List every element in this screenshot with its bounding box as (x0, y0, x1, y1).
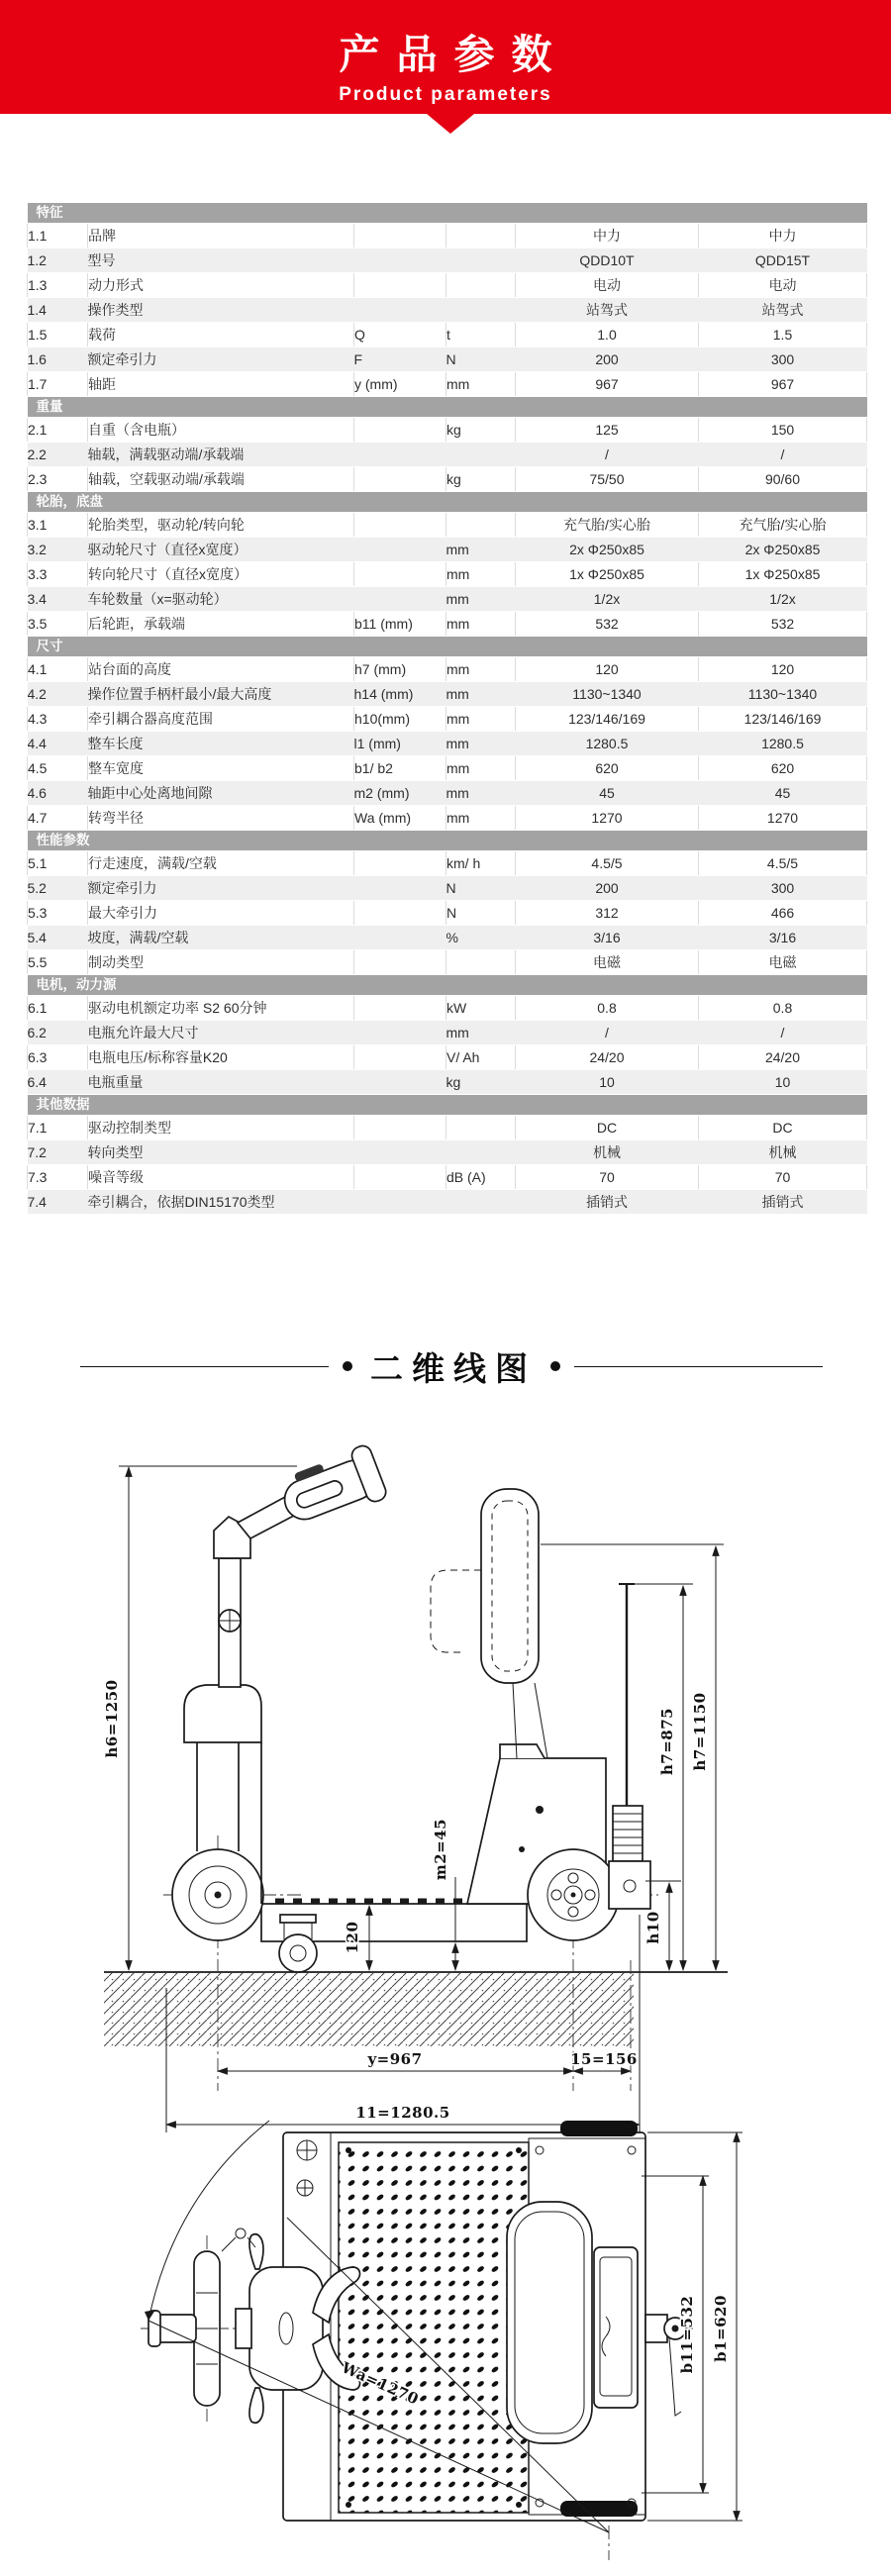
table-cell: 120 (699, 657, 867, 682)
table-row (28, 224, 867, 248)
table-row (28, 926, 867, 950)
table-cell: F (354, 347, 446, 372)
dim-label-y967: y=967 (367, 2050, 423, 2068)
table-cell: 动力形式 (88, 273, 354, 298)
table-cell (354, 418, 446, 443)
table-cell: 制动类型 (88, 950, 354, 975)
table-cell: b1/ b2 (354, 756, 446, 781)
table-cell (354, 901, 446, 926)
table-row (28, 876, 867, 901)
dim-label-h6: h6=1250 (103, 1679, 121, 1758)
dim-label-h10: h10 (644, 1911, 662, 1944)
table-cell: 75/50 (516, 467, 699, 492)
table-cell (354, 513, 446, 538)
table-cell (354, 1165, 446, 1190)
table-row (28, 587, 867, 612)
table-cell: 转向类型 (88, 1140, 354, 1165)
table-row (28, 562, 867, 587)
table-row (28, 707, 867, 732)
table-cell: 电瓶电压/标称容量K20 (88, 1045, 354, 1070)
table-cell: 轴载，空载驱动端/承载端 (88, 467, 354, 492)
table-cell: 45 (516, 781, 699, 806)
table-cell (446, 950, 516, 975)
table-section-header: 尺寸 (28, 637, 867, 657)
table-row (28, 682, 867, 707)
table-row (28, 443, 867, 467)
perforated-deck (339, 2142, 529, 2513)
table-cell: N (446, 901, 516, 926)
table-cell: 操作位置手柄杆最小/最大高度 (88, 682, 354, 707)
table-cell: QDD15T (699, 248, 867, 273)
table-cell: 1x Φ250x85 (516, 562, 699, 587)
table-cell (354, 273, 446, 298)
table-cell: 312 (516, 901, 699, 926)
table-cell: 5.3 (28, 901, 88, 926)
table-cell: 4.5/5 (516, 851, 699, 876)
table-cell: 轴距 (88, 372, 354, 397)
table-cell: 620 (516, 756, 699, 781)
table-cell: 自重（含电瓶） (88, 418, 354, 443)
table-row (28, 467, 867, 492)
table-cell (354, 851, 446, 876)
table-row (28, 298, 867, 323)
dim-label-b11: b11=532 (678, 2295, 696, 2374)
table-cell (354, 996, 446, 1021)
table-cell (354, 1190, 446, 1215)
table-cell (354, 587, 446, 612)
table-cell (354, 298, 446, 323)
table-row (28, 657, 867, 682)
table-cell: mm (446, 1021, 516, 1045)
table-row (28, 806, 867, 831)
table-cell (446, 443, 516, 467)
table-row (28, 1140, 867, 1165)
table-cell (354, 876, 446, 901)
heading-rule-right (574, 1366, 823, 1367)
table-cell (446, 273, 516, 298)
dim-label-b1: b1=620 (712, 2295, 730, 2362)
table-cell: mm (446, 372, 516, 397)
table-cell: 123/146/169 (699, 707, 867, 732)
table-cell: mm (446, 612, 516, 637)
table-cell: 1.3 (28, 273, 88, 298)
table-cell: 车轮数量（x=驱动轮） (88, 587, 354, 612)
table-cell: 操作类型 (88, 298, 354, 323)
table-cell (354, 224, 446, 248)
table-cell: 1270 (516, 806, 699, 831)
table-cell: 3.2 (28, 538, 88, 562)
table-cell: 0.8 (699, 996, 867, 1021)
table-cell: mm (446, 538, 516, 562)
table-cell: mm (446, 756, 516, 781)
table-cell: 3.4 (28, 587, 88, 612)
load-wheel (528, 1849, 619, 1940)
table-cell: 967 (516, 372, 699, 397)
table-cell: dB (A) (446, 1165, 516, 1190)
table-cell: mm (446, 806, 516, 831)
table-cell: 24/20 (516, 1045, 699, 1070)
table-cell: 额定牵引力 (88, 347, 354, 372)
table-cell: 123/146/169 (516, 707, 699, 732)
ground (104, 1972, 728, 2046)
table-cell: V/ Ah (446, 1045, 516, 1070)
table-cell (446, 224, 516, 248)
table-cell: 7.2 (28, 1140, 88, 1165)
line-drawing-title: 二维线图 (370, 1349, 537, 1387)
table-cell: 整车宽度 (88, 756, 354, 781)
table-cell: 1.4 (28, 298, 88, 323)
table-cell: 120 (516, 657, 699, 682)
page-title: 产品参数 (339, 32, 569, 77)
table-cell: 967 (699, 372, 867, 397)
table-cell: kW (446, 996, 516, 1021)
table-cell: 1.6 (28, 347, 88, 372)
tiller-mast (214, 1490, 309, 1687)
table-cell: 5.1 (28, 851, 88, 876)
table-cell: 1270 (699, 806, 867, 831)
table-section-header: 其他数据 (28, 1095, 867, 1116)
load-wheel-top (560, 2121, 638, 2136)
table-cell: 1130~1340 (516, 682, 699, 707)
table-cell: 1280.5 (516, 732, 699, 756)
table-cell (446, 513, 516, 538)
table-cell: 5.4 (28, 926, 88, 950)
table-row (28, 513, 867, 538)
table-cell (446, 298, 516, 323)
table-cell (354, 562, 446, 587)
table-cell (354, 467, 446, 492)
table-cell: 1.5 (699, 323, 867, 347)
table-cell (354, 926, 446, 950)
table-cell: 驱动电机额定功率 S2 60分钟 (88, 996, 354, 1021)
table-cell: 4.2 (28, 682, 88, 707)
table-cell: 10 (699, 1070, 867, 1095)
table-row (28, 1021, 867, 1045)
seat-top-view (507, 2202, 592, 2443)
table-cell: 532 (699, 612, 867, 637)
table-cell: 1130~1340 (699, 682, 867, 707)
table-section-header: 重量 (28, 397, 867, 418)
table-cell: 额定牵引力 (88, 876, 354, 901)
table-section-header: 性能参数 (28, 831, 867, 851)
banner-triangle-icon (427, 114, 474, 134)
table-cell: 3.3 (28, 562, 88, 587)
caster-wheel (279, 1915, 317, 1972)
table-cell: 300 (699, 347, 867, 372)
dim-label-l5: 15=156 (570, 2050, 638, 2068)
dim-label-h7-875: h7=875 (658, 1707, 676, 1776)
table-cell: 牵引耦合，依据DIN15170类型 (88, 1190, 354, 1215)
table-cell: 1.2 (28, 248, 88, 273)
table-cell: 45 (699, 781, 867, 806)
table-cell: 整车长度 (88, 732, 354, 756)
table-cell: 3.1 (28, 513, 88, 538)
table-row (28, 732, 867, 756)
table-cell: h10(mm) (354, 707, 446, 732)
table-cell: kg (446, 1070, 516, 1095)
table-cell: km/ h (446, 851, 516, 876)
backrest (431, 1489, 547, 1758)
table-section-header: 轮胎，底盘 (28, 492, 867, 513)
table-row (28, 347, 867, 372)
table-cell: 牵引耦合器高度范围 (88, 707, 354, 732)
page-banner (0, 0, 891, 114)
table-cell: 6.4 (28, 1070, 88, 1095)
table-row (28, 538, 867, 562)
table-cell: kg (446, 467, 516, 492)
table-cell: 6.1 (28, 996, 88, 1021)
table-cell: 1280.5 (699, 732, 867, 756)
table-cell: 4.5/5 (699, 851, 867, 876)
table-cell: / (516, 1021, 699, 1045)
table-cell (354, 538, 446, 562)
table-cell (354, 1045, 446, 1070)
table-cell: 620 (699, 756, 867, 781)
table-cell: h7 (mm) (354, 657, 446, 682)
table-row (28, 901, 867, 926)
table-cell: mm (446, 707, 516, 732)
table-cell: 7.1 (28, 1116, 88, 1140)
table-cell: / (699, 1021, 867, 1045)
table-cell: 2.1 (28, 418, 88, 443)
table-cell: b11 (mm) (354, 612, 446, 637)
table-cell: 站台面的高度 (88, 657, 354, 682)
table-cell: 24/20 (699, 1045, 867, 1070)
table-cell: 3/16 (516, 926, 699, 950)
table-cell: 中力 (516, 224, 699, 248)
table-cell (354, 950, 446, 975)
table-cell: 90/60 (699, 467, 867, 492)
table-cell: l1 (mm) (354, 732, 446, 756)
dim-label-h7-1150: h7=1150 (691, 1692, 709, 1771)
table-cell: 4.1 (28, 657, 88, 682)
table-cell: 1.0 (516, 323, 699, 347)
table-cell: mm (446, 732, 516, 756)
table-cell: 载荷 (88, 323, 354, 347)
table-cell: 6.3 (28, 1045, 88, 1070)
table-cell: 品牌 (88, 224, 354, 248)
table-cell: / (699, 443, 867, 467)
table-cell: mm (446, 781, 516, 806)
table-row (28, 372, 867, 397)
table-cell (354, 1070, 446, 1095)
table-row (28, 612, 867, 637)
table-cell: 轴距中心处离地间隙 (88, 781, 354, 806)
table-row (28, 1045, 867, 1070)
table-cell: 插销式 (699, 1190, 867, 1215)
top-view-drawing (0, 2119, 891, 2576)
table-cell: h14 (mm) (354, 682, 446, 707)
table-cell: 站驾式 (699, 298, 867, 323)
table-cell: 2.2 (28, 443, 88, 467)
table-cell: 6.2 (28, 1021, 88, 1045)
table-cell: kg (446, 418, 516, 443)
table-cell: 电动 (699, 273, 867, 298)
table-row (28, 756, 867, 781)
table-row (28, 781, 867, 806)
table-cell: DC (516, 1116, 699, 1140)
spec-table (27, 203, 867, 1215)
table-cell: 最大牵引力 (88, 901, 354, 926)
table-cell: 电瓶允许最大尺寸 (88, 1021, 354, 1045)
table-cell (354, 443, 446, 467)
table-cell (446, 1140, 516, 1165)
dim-label-wa: Wa=1270 (339, 2358, 422, 2409)
table-cell: 驱动控制类型 (88, 1116, 354, 1140)
table-cell: 后轮距，承载端 (88, 612, 354, 637)
table-cell: mm (446, 657, 516, 682)
table-cell: 轴载，满载驱动端/承载端 (88, 443, 354, 467)
table-cell: 125 (516, 418, 699, 443)
tow-coupling (609, 1584, 650, 1909)
table-cell: 4.4 (28, 732, 88, 756)
table-row (28, 1116, 867, 1140)
table-cell: 1.1 (28, 224, 88, 248)
table-row (28, 248, 867, 273)
table-cell: 532 (516, 612, 699, 637)
dim-label-120: 120 (344, 1921, 361, 1954)
table-cell: mm (446, 682, 516, 707)
table-row (28, 1165, 867, 1190)
table-cell: 300 (699, 876, 867, 901)
table-cell: t (446, 323, 516, 347)
table-cell: 200 (516, 347, 699, 372)
drive-unit-cover (184, 1685, 261, 1742)
table-cell: 1.7 (28, 372, 88, 397)
table-cell: 站驾式 (516, 298, 699, 323)
table-cell: 1/2x (516, 587, 699, 612)
table-cell: 2.3 (28, 467, 88, 492)
spec-table-body (28, 203, 867, 1215)
table-cell: 电磁 (516, 950, 699, 975)
table-cell: 466 (699, 901, 867, 926)
dim-label-m2: m2=45 (432, 1818, 449, 1881)
table-cell: 2x Φ250x85 (699, 538, 867, 562)
heading-dot-right-icon (550, 1361, 560, 1371)
table-cell: 行走速度，满载/空载 (88, 851, 354, 876)
table-cell: 电磁 (699, 950, 867, 975)
load-wheel-bottom (560, 2501, 638, 2517)
table-cell: 充气胎/实心胎 (516, 513, 699, 538)
table-cell: 0.8 (516, 996, 699, 1021)
top-view-machine (141, 2121, 742, 2560)
table-cell (354, 1116, 446, 1140)
table-cell: 200 (516, 876, 699, 901)
table-row (28, 418, 867, 443)
table-cell: DC (699, 1116, 867, 1140)
table-cell: 10 (516, 1070, 699, 1095)
table-cell: 电瓶重量 (88, 1070, 354, 1095)
table-cell: 1x Φ250x85 (699, 562, 867, 587)
table-cell: % (446, 926, 516, 950)
table-cell (354, 248, 446, 273)
table-cell: 1.5 (28, 323, 88, 347)
table-cell: 插销式 (516, 1190, 699, 1215)
table-cell: QDD10T (516, 248, 699, 273)
table-section-header: 特征 (28, 203, 867, 224)
table-cell: N (446, 876, 516, 901)
table-cell: y (mm) (354, 372, 446, 397)
tiller-handle (275, 1443, 388, 1533)
line-drawing-heading (80, 1342, 823, 1390)
table-cell: 5.2 (28, 876, 88, 901)
table-cell: N (446, 347, 516, 372)
table-cell: 4.5 (28, 756, 88, 781)
table-cell: 机械 (699, 1140, 867, 1165)
table-cell: 噪音等级 (88, 1165, 354, 1190)
table-row (28, 950, 867, 975)
table-cell: m2 (mm) (354, 781, 446, 806)
heading-dot-left-icon (343, 1361, 352, 1371)
table-cell: mm (446, 587, 516, 612)
table-cell: 转向轮尺寸（直径x宽度） (88, 562, 354, 587)
table-cell: 70 (699, 1165, 867, 1190)
table-cell: 4.6 (28, 781, 88, 806)
table-cell: 7.3 (28, 1165, 88, 1190)
table-cell: / (516, 443, 699, 467)
table-cell: 5.5 (28, 950, 88, 975)
table-cell: mm (446, 562, 516, 587)
table-cell: 1/2x (699, 587, 867, 612)
table-cell: 转弯半径 (88, 806, 354, 831)
table-cell: 坡度，满载/空载 (88, 926, 354, 950)
table-cell: 机械 (516, 1140, 699, 1165)
table-cell: 电动 (516, 273, 699, 298)
dim-label-l1: 11=1280.5 (355, 2104, 450, 2122)
table-cell (446, 1116, 516, 1140)
table-row (28, 996, 867, 1021)
page-subtitle: Product parameters (339, 84, 552, 105)
spec-table-wrap (27, 203, 866, 1215)
table-cell: 轮胎类型，驱动轮/转向轮 (88, 513, 354, 538)
table-row (28, 851, 867, 876)
table-cell: 7.4 (28, 1190, 88, 1215)
table-cell: Wa (mm) (354, 806, 446, 831)
side-view-drawing (0, 1410, 891, 2142)
battery-box (594, 2247, 638, 2408)
table-row (28, 273, 867, 298)
table-cell: 3.5 (28, 612, 88, 637)
table-cell: 4.3 (28, 707, 88, 732)
table-cell (354, 1140, 446, 1165)
table-cell: 70 (516, 1165, 699, 1190)
table-row (28, 1070, 867, 1095)
table-cell: Q (354, 323, 446, 347)
table-section-header: 电机，动力源 (28, 975, 867, 996)
table-cell (446, 248, 516, 273)
heading-rule-left (80, 1366, 329, 1367)
table-cell (354, 1021, 446, 1045)
table-row (28, 323, 867, 347)
table-cell: 驱动轮尺寸（直径x宽度） (88, 538, 354, 562)
table-cell: 4.7 (28, 806, 88, 831)
table-cell: 充气胎/实心胎 (699, 513, 867, 538)
table-row (28, 1190, 867, 1215)
table-cell: 3/16 (699, 926, 867, 950)
table-cell (446, 1190, 516, 1215)
table-cell: 2x Φ250x85 (516, 538, 699, 562)
table-cell: 型号 (88, 248, 354, 273)
table-cell: 150 (699, 418, 867, 443)
table-cell: 中力 (699, 224, 867, 248)
